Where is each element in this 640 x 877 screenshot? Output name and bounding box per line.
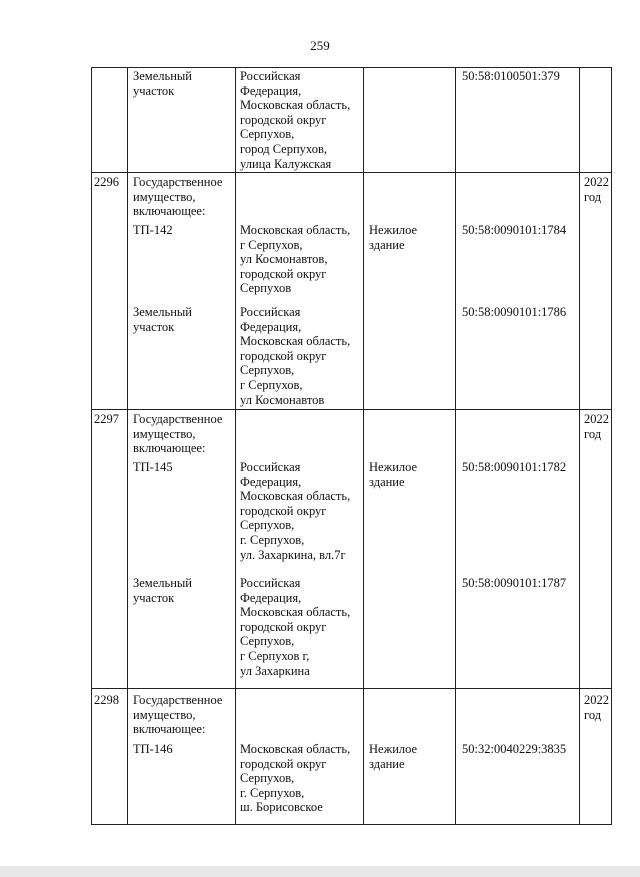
row-divider xyxy=(91,67,611,68)
object-type: Нежилое здание xyxy=(369,460,418,489)
column-divider xyxy=(455,67,456,825)
row-number: 2297 xyxy=(94,412,119,426)
row-divider xyxy=(91,688,611,689)
cadastral-number: 50:58:0090101:1784 xyxy=(462,223,567,237)
scan-edge xyxy=(0,866,640,877)
column-divider xyxy=(127,67,128,825)
object-type: Нежилое здание xyxy=(369,223,418,252)
row-number: 2296 xyxy=(94,175,119,189)
object-name: Земельный участок xyxy=(133,305,192,334)
property-header: Государственное имущество, включающее: xyxy=(133,412,223,456)
object-address: Российская Федерация, Московская область, городской округ Серпухов, г. Серпухов, ул. Захаркина, вл.7г xyxy=(240,460,351,562)
object-address: Российская Федерация, Московская область, городской округ Серпухов, г Серпухов, ул Космонавтов xyxy=(240,305,351,407)
column-divider xyxy=(363,67,364,825)
column-divider xyxy=(579,67,580,825)
property-header: Государственное имущество, включающее: xyxy=(133,693,223,737)
column-divider xyxy=(235,67,236,825)
object-name: ТП-142 xyxy=(133,223,173,237)
column-divider xyxy=(611,67,612,825)
property-header: Государственное имущество, включающее: xyxy=(133,175,223,219)
cadastral-number: 50:58:0100501:379 xyxy=(462,69,560,83)
cadastral-number: 50:58:0090101:1787 xyxy=(462,576,567,590)
transfer-year: 2022 год xyxy=(584,412,609,441)
object-address: Российская Федерация, Московская область, городской округ Серпухов, г Серпухов г, ул Захаркина xyxy=(240,576,351,678)
row-divider xyxy=(91,409,611,410)
transfer-year: 2022 год xyxy=(584,175,609,204)
object-type: Нежилое здание xyxy=(369,742,418,771)
cadastral-number: 50:32:0040229:3835 xyxy=(462,742,567,756)
column-divider xyxy=(91,67,92,825)
object-address: Московская область, г Серпухов, ул Космонавтов, городской округ Серпухов xyxy=(240,223,351,296)
cadastral-number: 50:58:0090101:1786 xyxy=(462,305,567,319)
object-address: Московская область, городской округ Серпухов, г. Серпухов, ш. Борисовское xyxy=(240,742,351,815)
transfer-year: 2022 год xyxy=(584,693,609,722)
object-name: ТП-145 xyxy=(133,460,173,474)
row-number: 2298 xyxy=(94,693,119,707)
object-address: Российская Федерация, Московская область, городской округ Серпухов, город Серпухов, улица Калужская xyxy=(240,69,351,171)
object-name: Земельный участок xyxy=(133,576,192,605)
page-number: 259 xyxy=(310,38,330,53)
cadastral-number: 50:58:0090101:1782 xyxy=(462,460,567,474)
object-name: ТП-146 xyxy=(133,742,173,756)
row-divider xyxy=(91,824,611,825)
object-name: Земельный участок xyxy=(133,69,192,98)
row-divider xyxy=(91,172,611,173)
